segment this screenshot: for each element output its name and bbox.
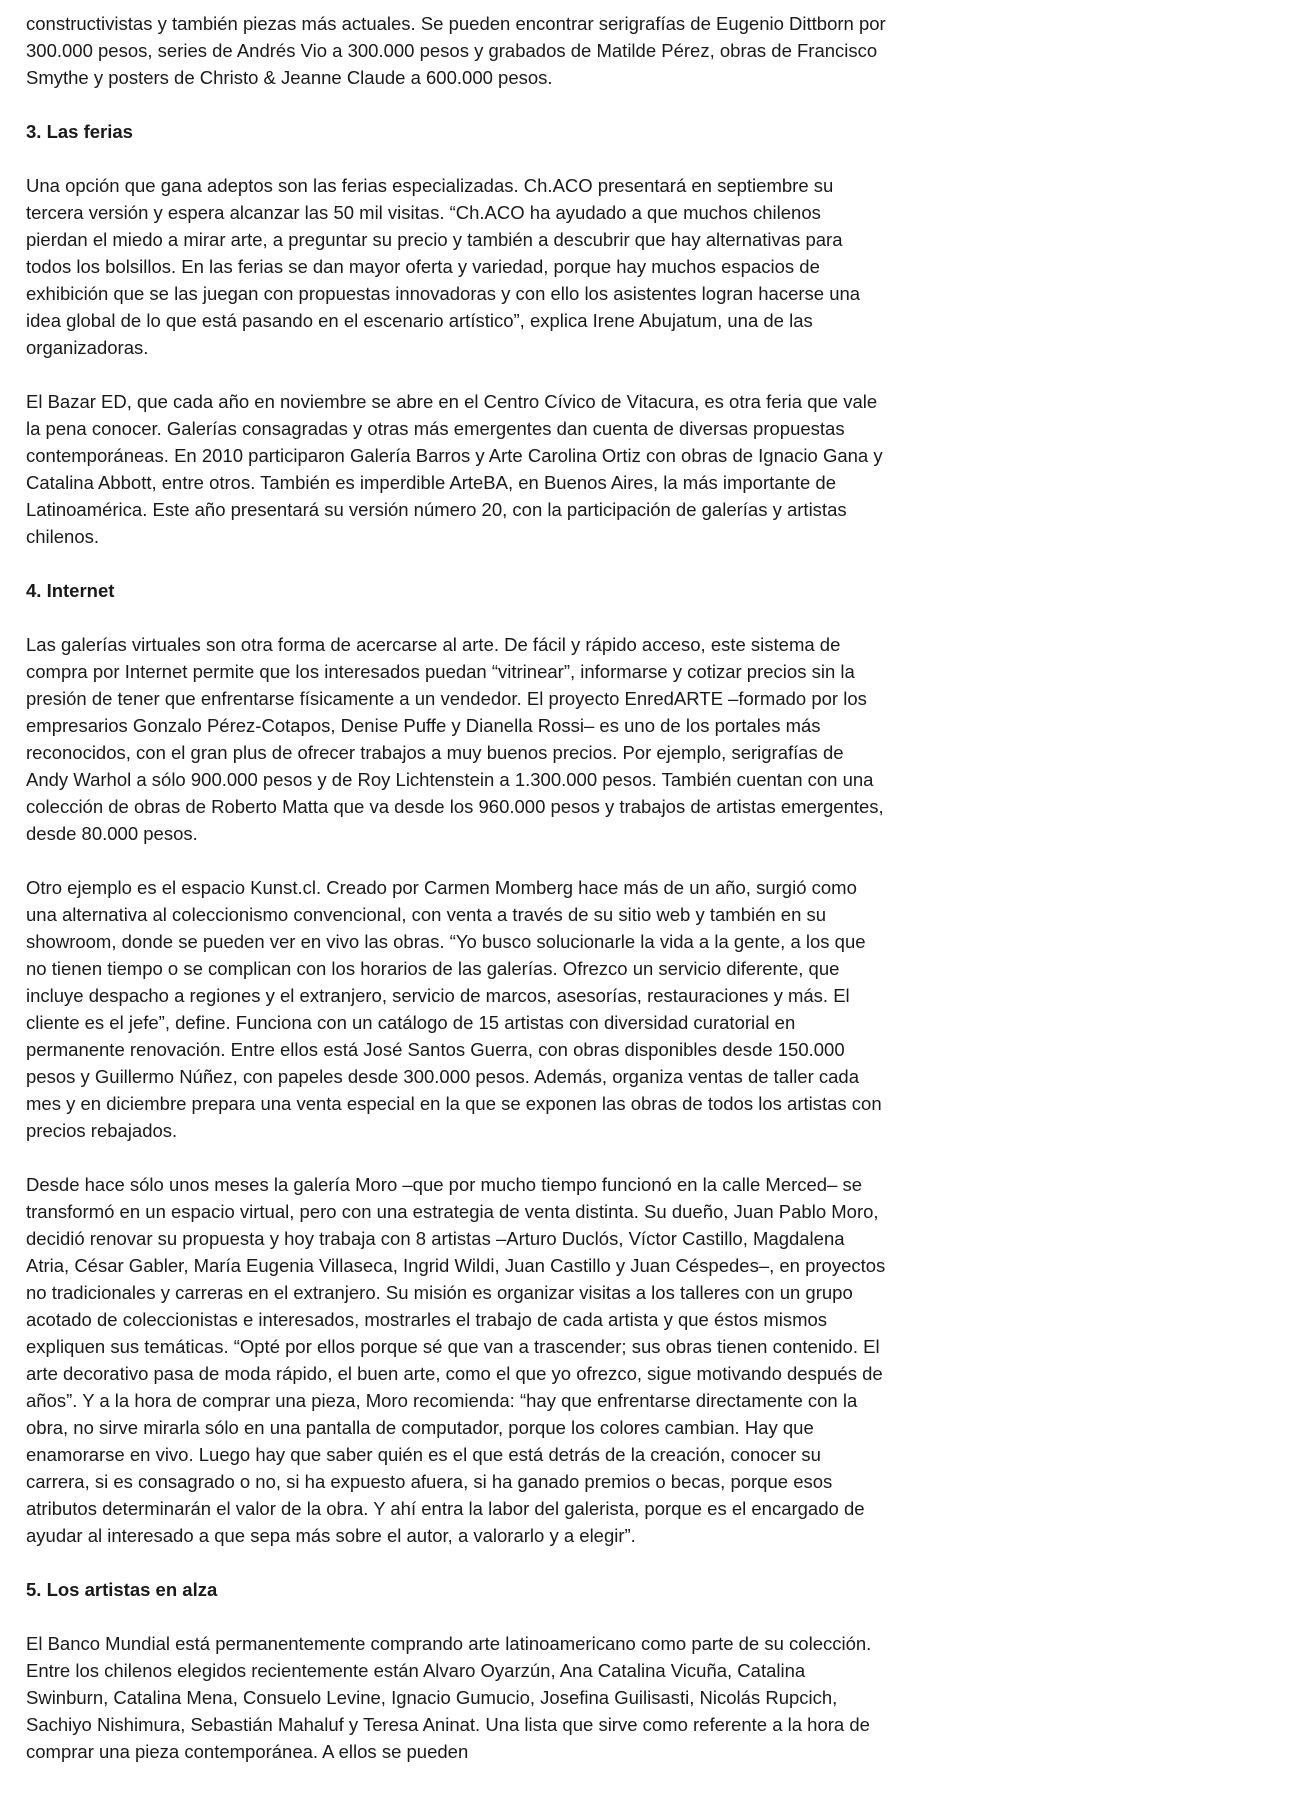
paragraph-enredarte: Las galerías virtuales son otra forma de acercarse al arte. De fácil y rápido acceso, este sistema de compra por Internet permite que los interesados puedan “vitrinear”, informarse y cotizar precios sin la presión de tener que enfrentarse físicamente a un vendedor. El proyecto EnredARTE –formado por los empresarios Gonzalo Pérez-Cotapos, Denise Puffe y Dianella Rossi– es uno de los portales más reconocidos, con el gran plus de ofrecer trabajos a muy buenos precios. Por ejemplo, serigrafías de Andy Warhol a sólo 900.000 pesos y de Roy Lichtenstein a 1.300.000 pesos. También cuentan con una colección de obras de Roberto Matta que va desde los 960.000 pesos y trabajos de artistas emergentes, desde 80.000 pesos. — [26, 634, 884, 844]
paragraph-chaco: Una opción que gana adeptos son las ferias especializadas. Ch.ACO presentará en septiembre su tercera versión y espera alcanzar las 50 mil visitas. “Ch.ACO ha ayudado a que muchos chilenos pierdan el miedo a mirar arte, a preguntar su precio y también a descubrir que hay alternativas para todos los bolsillos. En las ferias se dan mayor oferta y variedad, porque hay muchos espacios de exhibición que se las juegan con propuestas innovadoras y con ello los asistentes logran hacerse una idea global de lo que está pasando en el escenario artístico”, explica Irene Abujatum, una de las organizadoras. — [26, 175, 861, 358]
paragraph-bazar-ed: El Bazar ED, que cada año en noviembre se abre en el Centro Cívico de Vitacura, es otra feria que vale la pena conocer. Galerías consagradas y otras más emergentes dan cuenta de diversas propuestas contemporáneas. En 2010 participaron Galería Barros y Arte Carolina Ortiz con obras de Ignacio Gana y Catalina Abbott, entre otros. También es imperdible ArteBA, en Buenos Aires, la más importante de Latinoamérica. Este año presentará su versión número 20, con la participación de galerías y artistas chilenos. — [26, 391, 883, 547]
section-heading-artistas: 5. Los artistas en alza — [26, 1579, 218, 1600]
paragraph-kunst: Otro ejemplo es el espacio Kunst.cl. Creado por Carmen Momberg hace más de un año, surgió como una alternativa al coleccionismo convencional, con venta a través de su sitio web y también en su showroom, donde se pueden ver en vivo las obras. “Yo busco solucionarle la vida a la gente, a los que no tienen tiempo o se complican con los horarios de las galerías. Ofrezco un servicio diferente, que incluye despacho a regiones y el extranjero, servicio de marcos, asesorías, restauraciones y más. El cliente es el jefe”, define. Funciona con un catálogo de 15 artistas con diversidad curatorial en permanente renovación. Entre ellos está José Santos Guerra, con obras disponibles desde 150.000 pesos y Guillermo Núñez, con papeles desde 300.000 pesos. Además, organiza ventas de taller cada mes y en diciembre prepara una venta especial en la que se exponen las obras de todos los artistas con precios rebajados. — [26, 877, 882, 1141]
article-body — [26, 10, 886, 1792]
paragraph-banco-mundial: El Banco Mundial está permanentemente comprando arte latinoamericano como parte de su colección. Entre los chilenos elegidos recientemente están Alvaro Oyarzún, Ana Catalina Vicuña, Catalina Swinburn, Catalina Mena, Consuelo Levine, Ignacio Gumucio, Josefina Guilisasti, Nicolás Rupcich, Sachiyo Nishimura, Sebastián Mahaluf y Teresa Aninat. Una lista que sirve como referente a la hora de comprar una pieza contemporánea. A ellos se pueden — [26, 1633, 872, 1762]
paragraph-intro-prices: constructivistas y también piezas más actuales. Se pueden encontrar serigrafías de Eugenio Dittborn por 300.000 pesos, series de Andrés Vio a 300.000 pesos y grabados de Matilde Pérez, obras de Francisco Smythe y posters de Christo & Jeanne Claude a 600.000 pesos. — [26, 13, 886, 88]
section-heading-internet: 4. Internet — [26, 580, 115, 601]
section-heading-ferias: 3. Las ferias — [26, 121, 133, 142]
paragraph-moro: Desde hace sólo unos meses la galería Moro –que por mucho tiempo funcionó en la calle Merced– se transformó en un espacio virtual, pero con una estrategia de venta distinta. Su dueño, Juan Pablo Moro, decidió renovar su propuesta y hoy trabaja con 8 artistas –Arturo Duclós, Víctor Castillo, Magdalena Atria, César Gabler, María Eugenia Villaseca, Ingrid Wildi, Juan Castillo y Juan Céspedes–, en proyectos no tradicionales y carreras en el extranjero. Su misión es organizar visitas a los talleres con un grupo acotado de coleccionistas e interesados, mostrarles el trabajo de cada artista y que éstos mismos expliquen sus temáticas. “Opté por ellos porque sé que van a trascender; sus obras tienen contenido. El arte decorativo pasa de moda rápido, el buen arte, como el que yo ofrezco, sigue motivando después de años”. Y a la hora de comprar una pieza, Moro recomienda: “hay que enfrentarse directamente con la obra, no sirve mirarla sólo en una pantalla de computador, porque los colores cambian. Hay que enamorarse en vivo. Luego hay que saber quién es el que está detrás de la creación, conocer su carrera, si es consagrado o no, si ha expuesto afuera, si ha ganado premios o becas, porque esos atributos determinarán el valor de la obra. Y ahí entra la labor del galerista, porque es el encargado de ayudar al interesado a que sepa más sobre el autor, a valorarlo y a elegir”. — [26, 1174, 886, 1546]
